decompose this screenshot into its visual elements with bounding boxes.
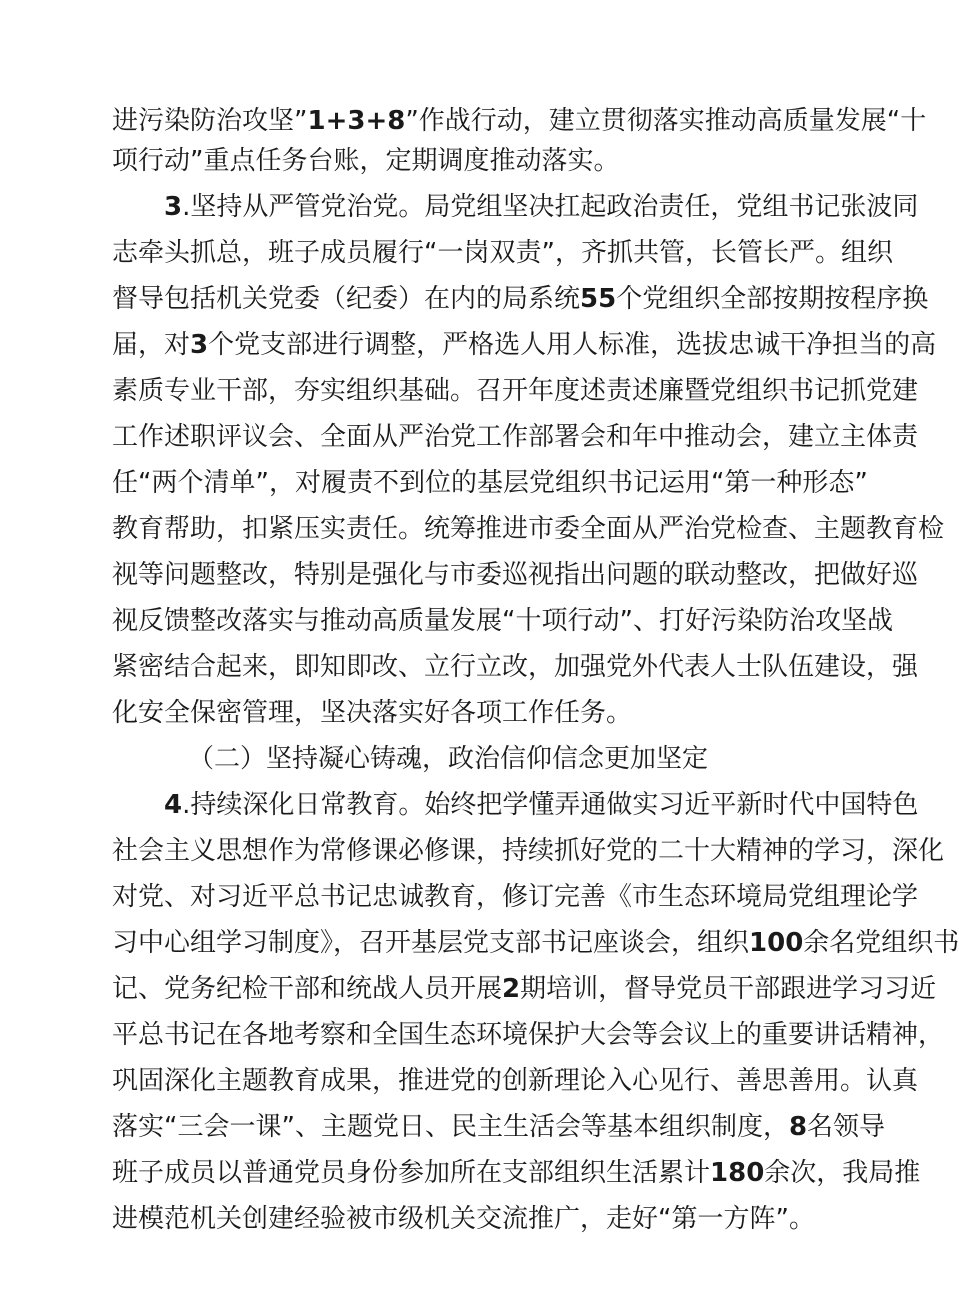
text-line: 视反馈整改落实与推动高质量发展“十项行动”、打好污染防治攻坚战 [112, 606, 893, 636]
text-line: 对党、对习近平总书记忠诚教育，修订完善《市生态环境局党组理论学 [112, 882, 919, 912]
text-line: 3.坚持从严管党治党。局党组坚决扛起政治责任，党组书记张波同 [164, 192, 919, 222]
text-line: 平总书记在各地考察和全国生态环境保护大会等会议上的重要讲话精神， [112, 1020, 945, 1050]
text-line: 届，对3个党支部进行调整，严格选人用人标准，选拔忠诚干净担当的高 [112, 330, 937, 360]
text-line: 习中心组学习制度》，召开基层党支部书记座谈会，组织100余名党组织书 [112, 928, 959, 958]
text-line: 进模范机关创建经验被市级机关交流推广，走好“第一方阵”。 [112, 1204, 815, 1234]
text-line: 巩固深化主题教育成果，推进党的创新理论入心见行、善思善用。认真 [112, 1066, 919, 1096]
text-line: 视等问题整改，特别是强化与市委巡视指出问题的联动整改，把做好巡 [112, 560, 919, 590]
text-line: 志牵头抓总，班子成员履行“一岗双责”，齐抓共管，长管长严。组织 [112, 238, 893, 268]
text-line: 教育帮助，扣紧压实责任。统筹推进市委全面从严治党检查、主题教育检 [112, 514, 945, 544]
text-line: 进污染防治攻坚”1+3+8”作战行动，建立贯彻落实推动高质量发展“十 [112, 106, 927, 136]
text-line: 落实“三会一课”、主题党日、民主生活会等基本组织制度，8名领导 [112, 1112, 886, 1142]
text-line: 记、党务纪检干部和统战人员开展2期培训，督导党员干部跟进学习习近 [112, 974, 937, 1004]
text-line: 素质专业干部，夯实组织基础。召开年度述责述廉暨党组织书记抓党建 [112, 376, 919, 406]
text-line: 督导包括机关党委（纪委）在内的局系统55个党组织全部按期按程序换 [112, 284, 929, 314]
text-line: 化安全保密管理，坚决落实好各项工作任务。 [112, 698, 633, 728]
section-heading: （二）坚持凝心铸魂，政治信仰信念更加坚定 [188, 744, 709, 774]
text-line: 社会主义思想作为常修课必修课，持续抓好党的二十大精神的学习，深化 [112, 836, 945, 866]
text-line: 工作述职评议会、全面从严治党工作部署会和年中推动会，建立主体责 [112, 422, 919, 452]
text-line: 4.持续深化日常教育。始终把学懂弄通做实习近平新时代中国特色 [164, 790, 919, 820]
text-line: 班子成员以普通党员身份参加所在支部组织生活累计180余次，我局推 [112, 1158, 921, 1188]
text-line: 紧密结合起来，即知即改、立行立改，加强党外代表人士队伍建设，强 [112, 652, 919, 682]
text-line: 任“两个清单”，对履责不到位的基层党组织书记运用“第一种形态” [112, 468, 868, 498]
text-line: 项行动”重点任务台账，定期调度推动落实。 [112, 146, 620, 176]
